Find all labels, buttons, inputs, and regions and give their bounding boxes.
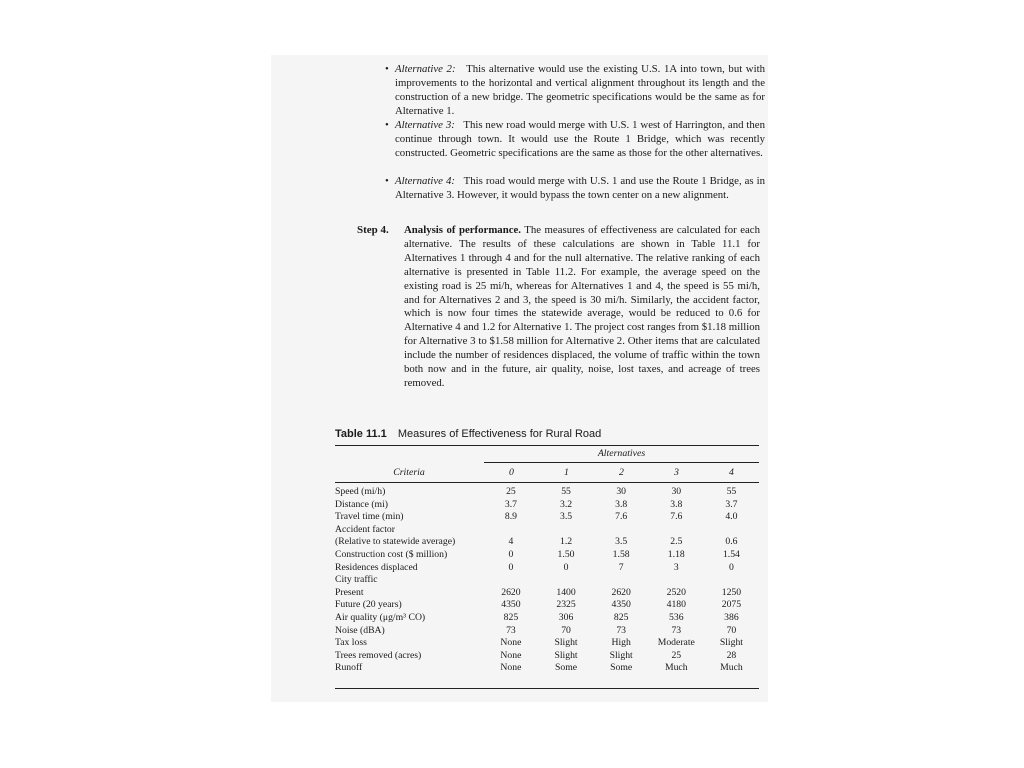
cell-value bbox=[704, 524, 759, 537]
cell-value: Some bbox=[554, 662, 578, 674]
cell-value: 8.9 bbox=[504, 511, 517, 523]
cell-value: 30 bbox=[616, 486, 626, 497]
cell-value: 4180 bbox=[666, 599, 686, 611]
column-header: 1 bbox=[564, 467, 569, 478]
cell-value: High bbox=[611, 637, 631, 649]
table-row bbox=[335, 486, 759, 499]
cell-value: 3.5 bbox=[615, 536, 628, 548]
cell-value: Slight bbox=[554, 649, 578, 661]
row-label: Distance (mi) bbox=[335, 498, 388, 510]
cell-value: 1.58 bbox=[612, 548, 630, 560]
cell-value: 1400 bbox=[556, 586, 576, 598]
cell-value: 2075 bbox=[721, 599, 742, 611]
cell-value: 4 bbox=[508, 536, 514, 548]
cell-value: 0 bbox=[508, 548, 514, 560]
cell-value bbox=[649, 524, 704, 537]
measures-table bbox=[335, 486, 759, 675]
row-label: Tax loss bbox=[335, 637, 367, 649]
cell-value: 0.6 bbox=[725, 536, 738, 548]
row-label: Air quality (μg/m³ CO) bbox=[335, 611, 426, 623]
row-label: (Relative to statewide average) bbox=[335, 536, 456, 548]
cell-value bbox=[649, 574, 704, 587]
table-body bbox=[335, 486, 759, 675]
cell-value: 55 bbox=[561, 486, 571, 497]
cell-value: 1250 bbox=[721, 586, 742, 598]
bullet-label: Alternative 3: bbox=[395, 119, 455, 131]
row-label: Travel time (min) bbox=[335, 511, 404, 523]
cell-value: Slight bbox=[554, 637, 578, 649]
cell-value: 55 bbox=[726, 486, 737, 497]
cell-value: 1.54 bbox=[722, 548, 740, 560]
cell-value: 3.7 bbox=[725, 498, 738, 510]
cell-value: Much bbox=[720, 662, 743, 674]
row-label: City traffic bbox=[335, 574, 378, 586]
step-title: Analysis of performance. bbox=[404, 224, 521, 236]
table-row bbox=[335, 637, 759, 650]
row-label: Speed (mi/h) bbox=[335, 486, 386, 497]
cell-value: 3 bbox=[673, 561, 679, 573]
cell-value: 7.6 bbox=[615, 511, 628, 523]
cell-value: 2620 bbox=[611, 586, 631, 598]
book-page bbox=[271, 55, 768, 702]
criteria-header: Criteria bbox=[393, 467, 425, 478]
table-row bbox=[335, 549, 759, 562]
table-row bbox=[335, 599, 759, 612]
cell-value: Much bbox=[664, 662, 688, 674]
table-row bbox=[335, 511, 759, 524]
table-title: Measures of Effectiveness for Rural Road bbox=[397, 428, 602, 440]
bullet-text: This alternative would use the existing U.S. 1A into town, but with improvements to the horizontal and vertical alignment throughout its length and the construction of a new bridge. The geometric specifications would be the same as for Alternative 1. bbox=[395, 63, 766, 117]
table-row bbox=[335, 562, 759, 575]
cell-value bbox=[483, 524, 538, 537]
table-caption bbox=[335, 428, 601, 440]
bullet-dot-icon: • bbox=[385, 63, 389, 75]
table-row bbox=[335, 499, 759, 512]
step-text: The measures of effectiveness are calculated for each alternative. The results of these calculations are shown in Table 11.1 for Alternatives 1 through 4 and for the null alternative. The relative ranking of each alternative is presented in Table 11.2. For example, the average speed on the existing road is 25 mi/h, whereas for Alternatives 1 and 4, the speed is 55 mi/h, and for Alternatives 2 and 3, the speed is 30 mi/h. Similarly, the accident factor, which is now four times the statewide average, would be reduced to 0.6 for Alternative 4 and 1.2 for Alternative 1. The project cost ranges from $1.18 million for Alternative 3 to $1.58 million for Alternative 2. Other items that are calculated include the number of residences displaced, the volume of traffic within the town both now and in the future, air quality, noise, lost taxes, and acreage of trees removed. bbox=[404, 224, 760, 389]
cell-value: None bbox=[500, 649, 522, 661]
cell-value: 1.2 bbox=[559, 536, 573, 548]
table-row bbox=[335, 662, 759, 675]
row-label: Noise (dBA) bbox=[335, 624, 385, 636]
cell-value: 536 bbox=[669, 611, 684, 623]
step-label: Step 4. bbox=[357, 224, 389, 236]
header-bottom-rule bbox=[335, 482, 759, 483]
cell-value: None bbox=[500, 637, 522, 649]
table-row bbox=[335, 587, 759, 600]
cell-value bbox=[483, 574, 538, 587]
cell-value: 3.8 bbox=[670, 498, 683, 510]
cell-value: 2325 bbox=[556, 599, 576, 611]
row-label: Construction cost ($ million) bbox=[335, 548, 448, 560]
alternatives-header: Alternatives bbox=[597, 448, 646, 459]
cell-value: 7 bbox=[618, 561, 624, 573]
cell-value: 0 bbox=[729, 561, 734, 573]
cell-value: 1.50 bbox=[557, 548, 575, 560]
bullet-alternative-4 bbox=[385, 175, 765, 203]
cell-value bbox=[594, 524, 649, 537]
row-label: Residences displaced bbox=[335, 561, 418, 573]
cell-value: 2620 bbox=[501, 586, 521, 598]
cell-value: 2520 bbox=[666, 586, 686, 598]
cell-value: Moderate bbox=[657, 637, 695, 649]
table-bottom-rule bbox=[335, 688, 759, 689]
cell-value bbox=[704, 574, 759, 587]
alternatives-rule bbox=[484, 462, 759, 463]
table-number: Table 11.1 bbox=[335, 428, 387, 440]
cell-value: Some bbox=[610, 662, 633, 674]
table-row bbox=[335, 612, 759, 625]
cell-value: 825 bbox=[503, 611, 519, 623]
row-label: Future (20 years) bbox=[335, 599, 402, 611]
cell-value: 3.2 bbox=[559, 498, 573, 510]
cell-value: 70 bbox=[561, 624, 571, 636]
cell-value: 4350 bbox=[501, 599, 521, 611]
column-header: 4 bbox=[729, 467, 734, 478]
cell-value: 25 bbox=[506, 486, 516, 497]
cell-value: 73 bbox=[616, 624, 626, 636]
cell-value bbox=[538, 524, 593, 537]
table-row bbox=[335, 536, 759, 549]
row-label: Runoff bbox=[335, 662, 363, 674]
bullet-text: This road would merge with U.S. 1 and use the Route 1 Bridge, as in Alternative 3. However, it would bypass the town center on a new alignment. bbox=[395, 175, 765, 201]
table-row bbox=[335, 650, 759, 663]
cell-value: 73 bbox=[506, 624, 516, 636]
bullet-text: This new road would merge with U.S. 1 west of Harrington, and then continue through town. It would use the Route 1 Bridge, which was recently constructed. Geometric specifications are the same as those for the other alternatives. bbox=[395, 119, 765, 159]
cell-value: 4.0 bbox=[725, 511, 738, 523]
cell-value: 28 bbox=[726, 649, 737, 661]
cell-value: 4350 bbox=[611, 599, 631, 611]
bullet-label: Alternative 2: bbox=[395, 63, 456, 75]
cell-value: 386 bbox=[724, 611, 739, 623]
cell-value: 3.8 bbox=[615, 498, 628, 510]
cell-value: 30 bbox=[671, 486, 682, 497]
column-header: 0 bbox=[509, 467, 514, 478]
bullet-dot-icon: • bbox=[385, 175, 389, 187]
bullet-alternative-2 bbox=[385, 63, 766, 119]
bullet-dot-icon: • bbox=[385, 119, 389, 131]
table-top-rule bbox=[335, 445, 759, 446]
bullet-alternative-3 bbox=[385, 119, 765, 161]
cell-value: 1.18 bbox=[667, 548, 685, 560]
table-row bbox=[335, 574, 759, 587]
cell-value: 3.7 bbox=[504, 498, 517, 510]
cell-value: 70 bbox=[726, 624, 737, 636]
cell-value: 7.6 bbox=[670, 511, 683, 523]
cell-value: Slight bbox=[609, 649, 633, 661]
cell-value: None bbox=[500, 662, 522, 674]
cell-value: 73 bbox=[671, 624, 682, 636]
cell-value: 306 bbox=[558, 611, 574, 623]
column-header: 2 bbox=[619, 467, 624, 478]
cell-value bbox=[594, 574, 649, 587]
row-label: Trees removed (acres) bbox=[335, 649, 422, 661]
cell-value bbox=[538, 574, 593, 587]
cell-value: 0 bbox=[563, 561, 569, 573]
step-body bbox=[404, 224, 760, 391]
table-row bbox=[335, 625, 759, 638]
cell-value: 3.5 bbox=[559, 511, 573, 523]
row-label: Accident factor bbox=[335, 523, 395, 535]
cell-value: 825 bbox=[613, 611, 629, 623]
bullet-label: Alternative 4: bbox=[395, 175, 455, 187]
cell-value: 0 bbox=[508, 561, 514, 573]
column-header: 3 bbox=[674, 467, 679, 478]
table-row bbox=[335, 524, 759, 537]
cell-value: 25 bbox=[671, 649, 682, 661]
row-label: Present bbox=[335, 586, 364, 598]
cell-value: Slight bbox=[719, 637, 743, 649]
cell-value: 2.5 bbox=[670, 536, 683, 548]
